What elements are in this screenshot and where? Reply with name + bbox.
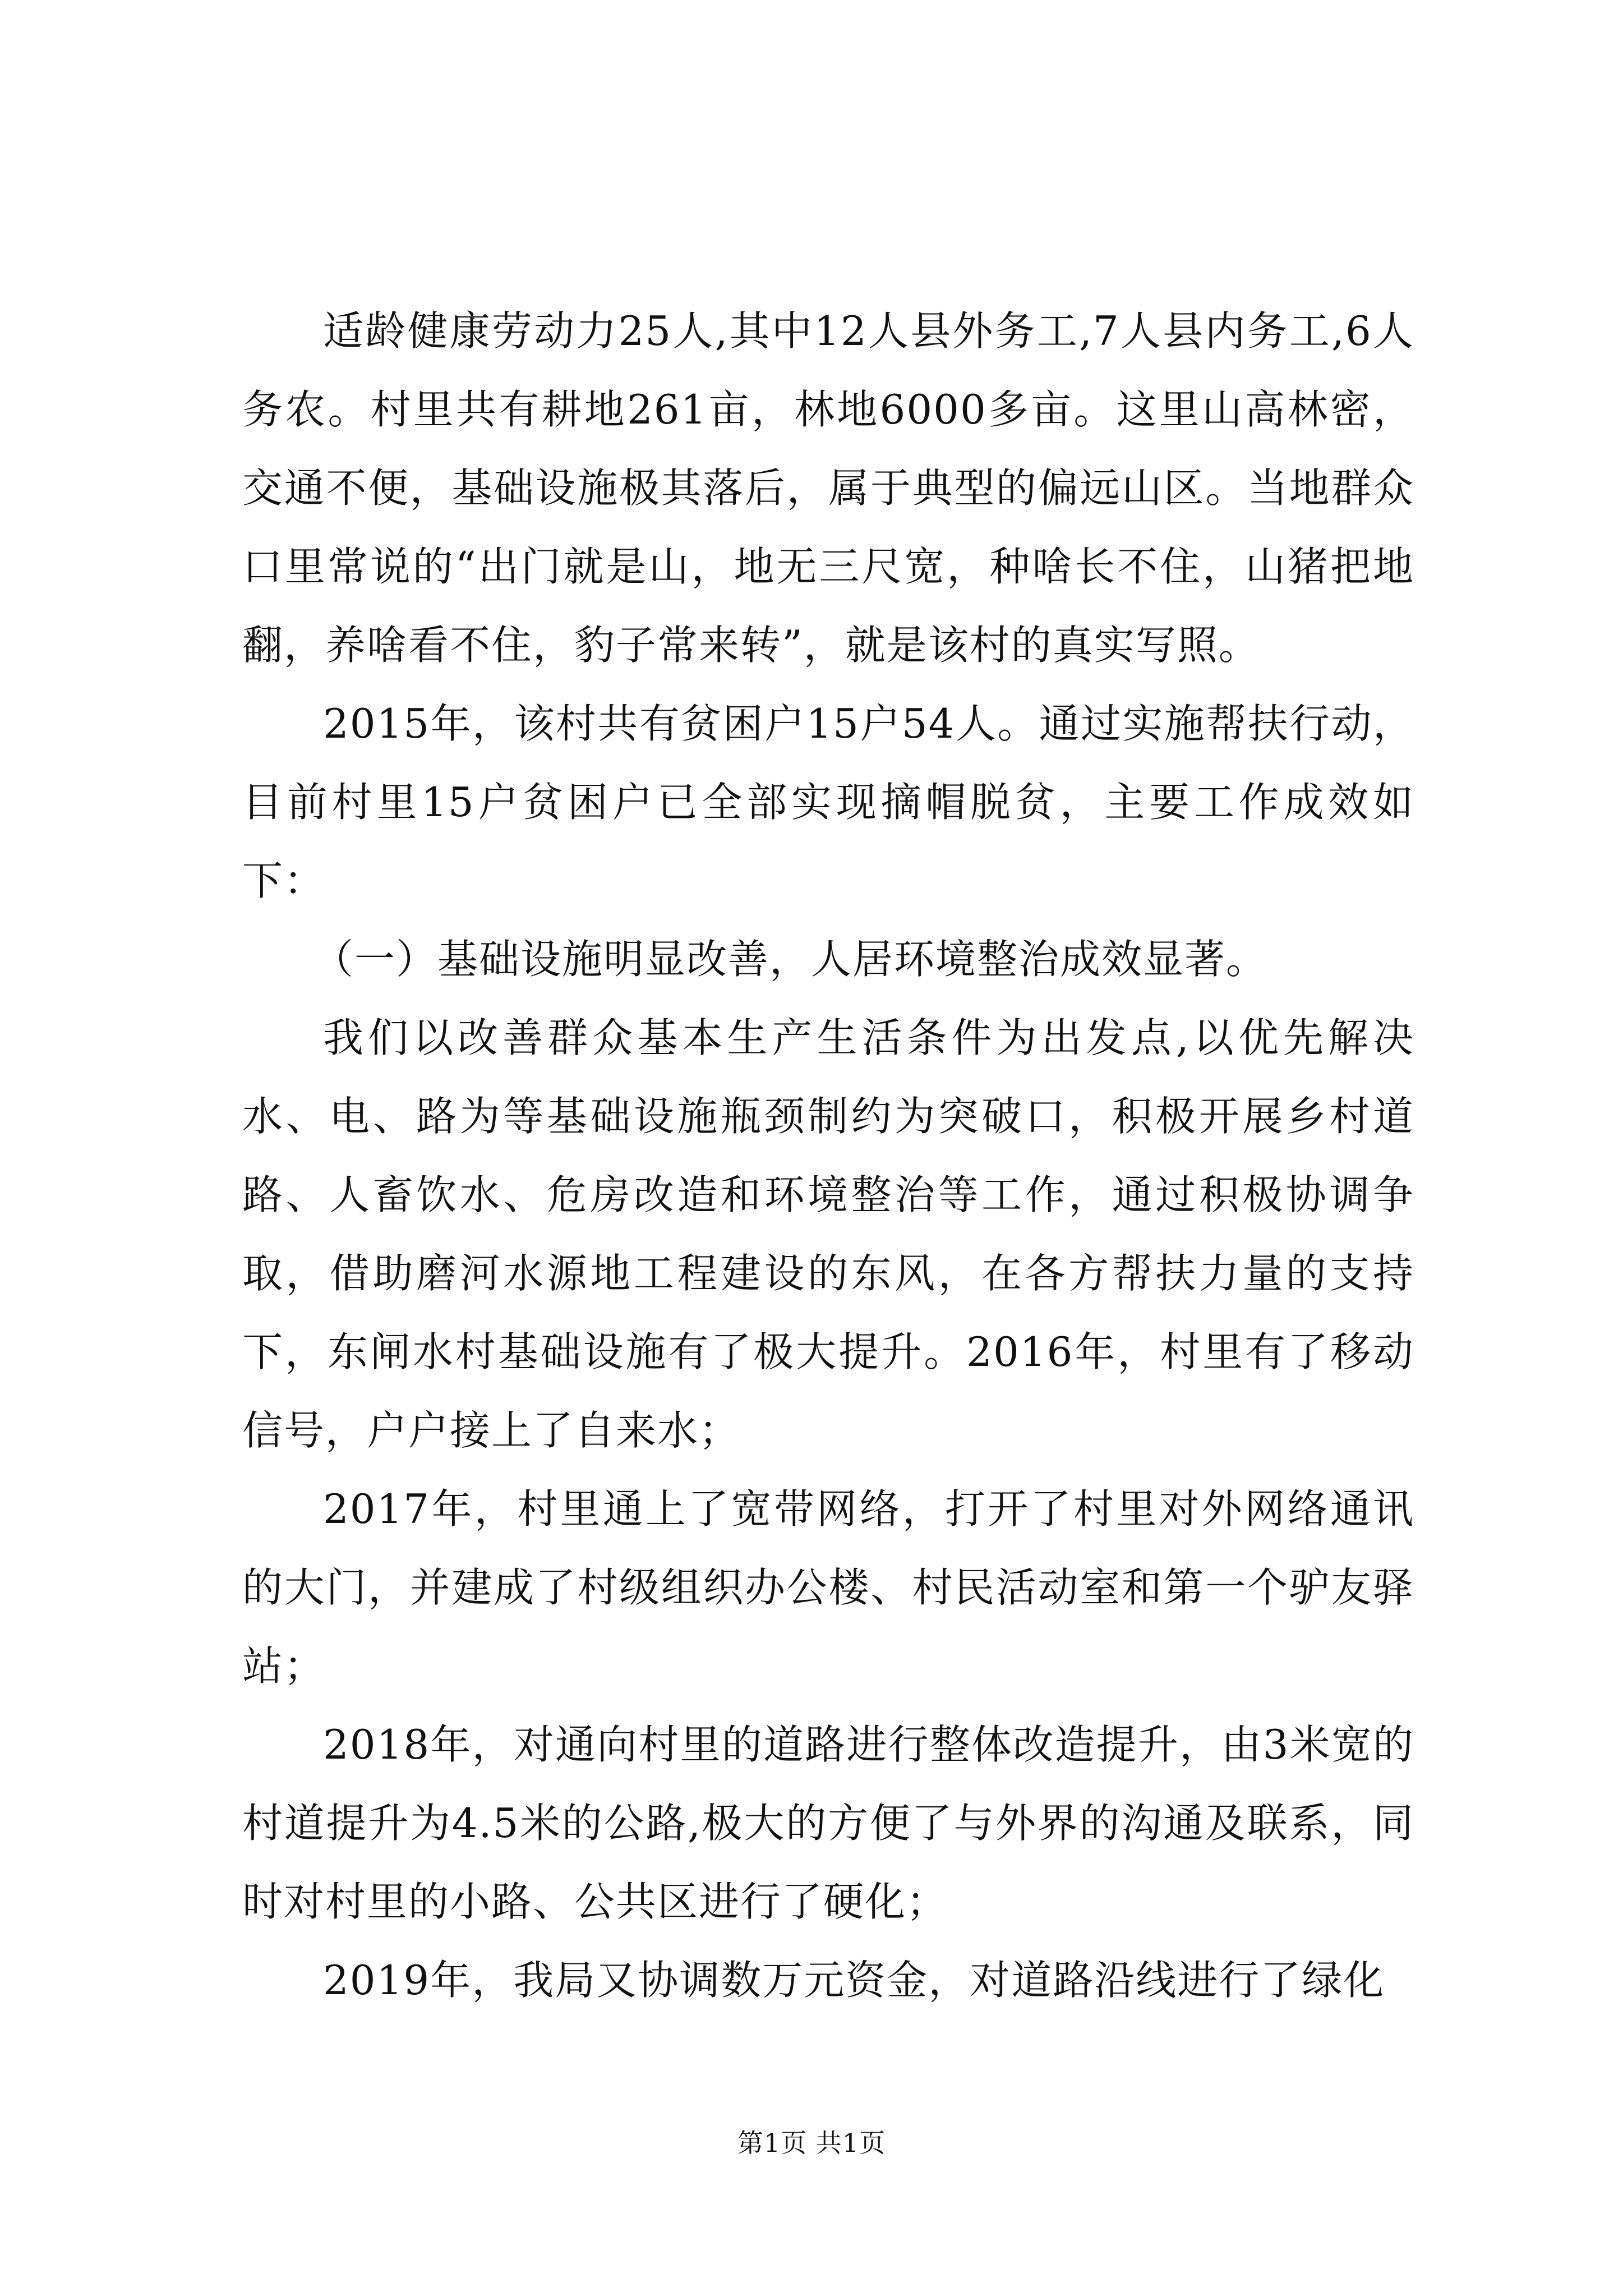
paragraph-poverty-2015: 2015年，该村共有贫困户15户54人。通过实施帮扶行动，目前村里15户贫困户已全部实现摘帽脱贫，主要工作成效如下： — [242, 700, 1414, 904]
section-heading-infrastructure: （一）基础设施明显改善，人居环境整治成效显著。 — [313, 936, 1268, 983]
paragraph-2019: 2019年，我局又协调数万元资金，对道路沿线进行了绿化 — [323, 1957, 1385, 2004]
paragraph-infrastructure-improvement: 我们以改善群众基本生产生活条件为出发点,以优先解决水、电、路为等基础设施瓶颈制约为突破口，积极开展乡村道路、人畜饮水、危房改造和环境整治等工作，通过积极协调争取，借助磨河水源地工程建设的东风，在各方帮扶力量的支持下，东闸水村基础设施有了极大提升。2016年，村里有了移动信号，户户接上了自来水； — [242, 1014, 1414, 1454]
document-body — [242, 292, 1414, 2019]
paragraph-2018: 2018年，对通向村里的道路进行整体改造提升，由3米宽的村道提升为4.5米的公路,极大的方便了与外界的沟通及联系，同时对村里的小路、公共区进行了硬化； — [242, 1721, 1414, 1925]
paragraph-2017: 2017年，村里通上了宽带网络，打开了村里对外网络通讯的大门，并建成了村级组织办公楼、村民活动室和第一个驴友驿站； — [242, 1485, 1414, 1690]
paragraph-labor-overview: 适龄健康劳动力25人,其中12人县外务工,7人县内务工,6人务农。村里共有耕地261亩，林地6000多亩。这里山高林密，交通不便，基础设施极其落后，属于典型的偏远山区。当地群众口里常说的“出门就是山，地无三尺宽，种啥长不住，山猪把地翻，养啥看不住，豹子常来转”，就是该村的真实写照。 — [242, 307, 1414, 669]
page-number-footer: 第1页 共1页 — [737, 2128, 886, 2158]
